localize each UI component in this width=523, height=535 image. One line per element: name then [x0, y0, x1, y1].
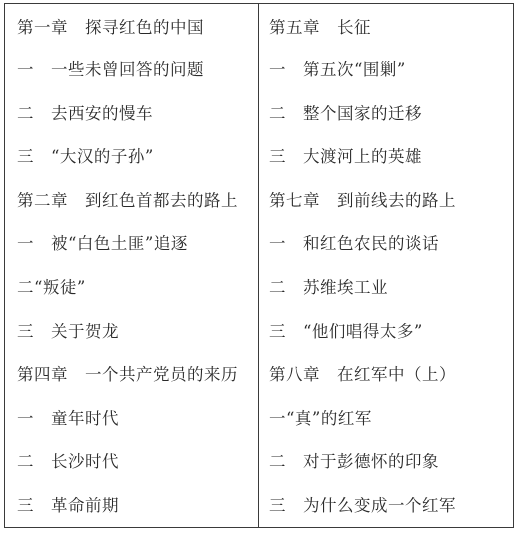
table-of-contents [4, 3, 514, 528]
chapter-heading: 第八章 在红军中（上） [269, 365, 456, 385]
section-entry: 一 一些未曾回答的问题 [17, 60, 204, 79]
section-entry: 二 苏维埃工业 [269, 277, 388, 297]
section-entry: 一 第五次“围剿” [269, 60, 406, 79]
section-entry: 三 革命前期 [17, 495, 119, 515]
toc-left-column [5, 4, 259, 527]
toc-right-column [259, 4, 513, 527]
section-entry: 三 “大汉的子孙” [17, 147, 154, 167]
section-entry: 三 “他们唱得太多” [269, 321, 423, 341]
chapter-heading: 第七章 到前线去的路上 [269, 190, 456, 210]
chapter-heading: 第五章 长征 [269, 18, 371, 37]
section-entry: 二 长沙时代 [17, 452, 119, 472]
section-entry: 三 关于贺龙 [17, 321, 119, 341]
section-entry: 二“叛徒” [17, 277, 86, 297]
section-entry: 一 被“白色土匪”追逐 [17, 234, 188, 254]
section-entry: 二 对于彭德怀的印象 [269, 452, 439, 472]
chapter-heading: 第一章 探寻红色的中国 [17, 18, 204, 37]
section-entry: 二 整个国家的迁移 [269, 103, 422, 123]
section-entry: 二 去西安的慢车 [17, 103, 153, 123]
chapter-heading: 第二章 到红色首都去的路上 [17, 190, 238, 210]
section-entry: 一 和红色农民的谈话 [269, 234, 439, 254]
section-entry: 三 大渡河上的英雄 [269, 147, 422, 167]
section-entry: 一“真”的红军 [269, 408, 372, 428]
chapter-heading: 第四章 一个共产党员的来历 [17, 365, 238, 385]
section-entry: 一 童年时代 [17, 408, 119, 428]
section-entry: 三 为什么变成一个红军 [269, 495, 456, 515]
